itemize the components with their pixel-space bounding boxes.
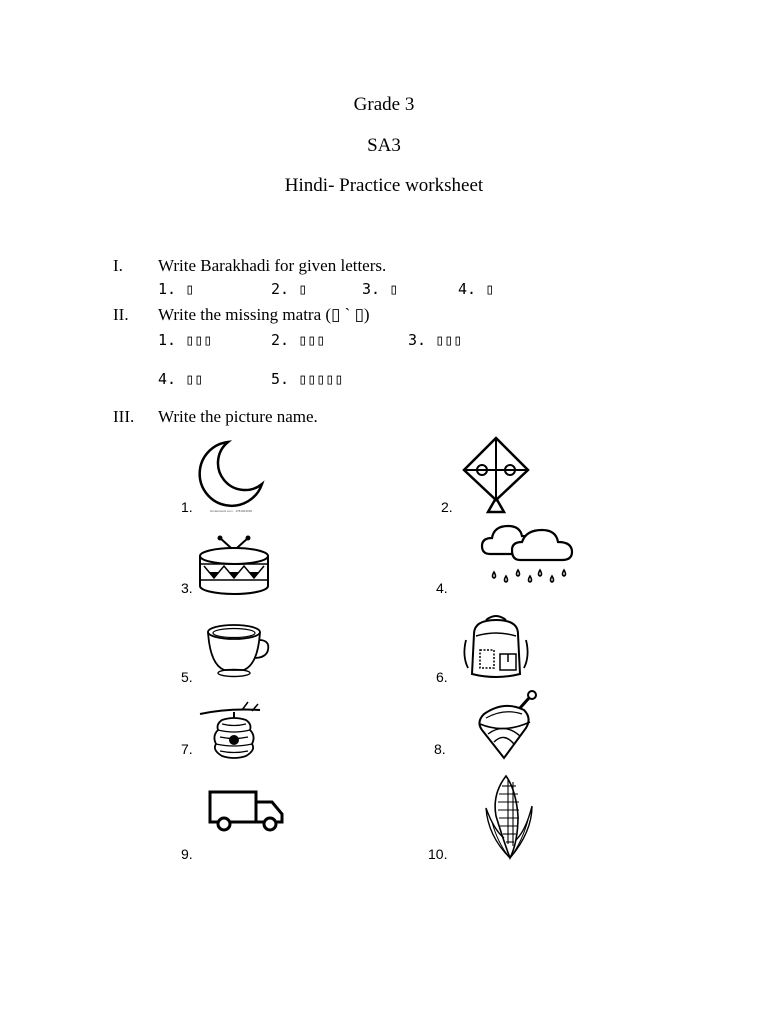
section-1-instruction: Write Barakhadi for given letters.	[158, 256, 387, 275]
section-2-numeral: II.	[113, 305, 129, 324]
section-2-instruction: Write the missing matra (▯ ` ▯)	[158, 305, 370, 324]
matra-item: 2. ▯▯▯	[271, 331, 326, 349]
spinning-top-icon	[474, 688, 540, 762]
backpack-icon	[460, 610, 532, 682]
matra-item: 3. ▯▯▯	[408, 331, 463, 349]
picture-number: 5.	[181, 669, 193, 685]
exam-heading: SA3	[367, 135, 401, 156]
rain-cloud-icon	[480, 518, 576, 592]
picture-number: 9.	[181, 846, 193, 862]
corn-icon	[482, 772, 538, 860]
section-3-instruction: Write the picture name.	[158, 407, 318, 426]
barakhadi-item: 2. ▯	[271, 280, 308, 298]
picture-number: 7.	[181, 741, 193, 757]
beehive-icon	[198, 700, 268, 764]
matra-item: 4. ▯▯	[158, 370, 204, 388]
kite-icon	[460, 436, 532, 514]
barakhadi-item: 3. ▯	[362, 280, 399, 298]
picture-number: 2.	[441, 499, 453, 515]
barakhadi-item: 4. ▯	[458, 280, 495, 298]
picture-number: 1.	[181, 499, 193, 515]
moon-icon	[198, 432, 270, 518]
drum-icon	[196, 534, 272, 596]
matra-item: 1. ▯▯▯	[158, 331, 213, 349]
picture-number: 6.	[436, 669, 448, 685]
picture-number: 4.	[436, 580, 448, 596]
moon-watermark: shutterstock.com · 1781963036	[210, 509, 253, 513]
truck-icon	[208, 788, 284, 834]
grade-heading: Grade 3	[353, 94, 415, 115]
matra-item: 5. ▯▯▯▯▯	[271, 370, 344, 388]
picture-number: 8.	[434, 741, 446, 757]
worksheet-title: Hindi- Practice worksheet	[284, 175, 484, 196]
picture-number: 10.	[428, 846, 448, 862]
cup-icon	[204, 620, 272, 680]
section-3-numeral: III.	[113, 407, 135, 426]
picture-number: 3.	[181, 580, 193, 596]
barakhadi-item: 1. ▯	[158, 280, 195, 298]
section-1-numeral: I.	[113, 256, 123, 275]
